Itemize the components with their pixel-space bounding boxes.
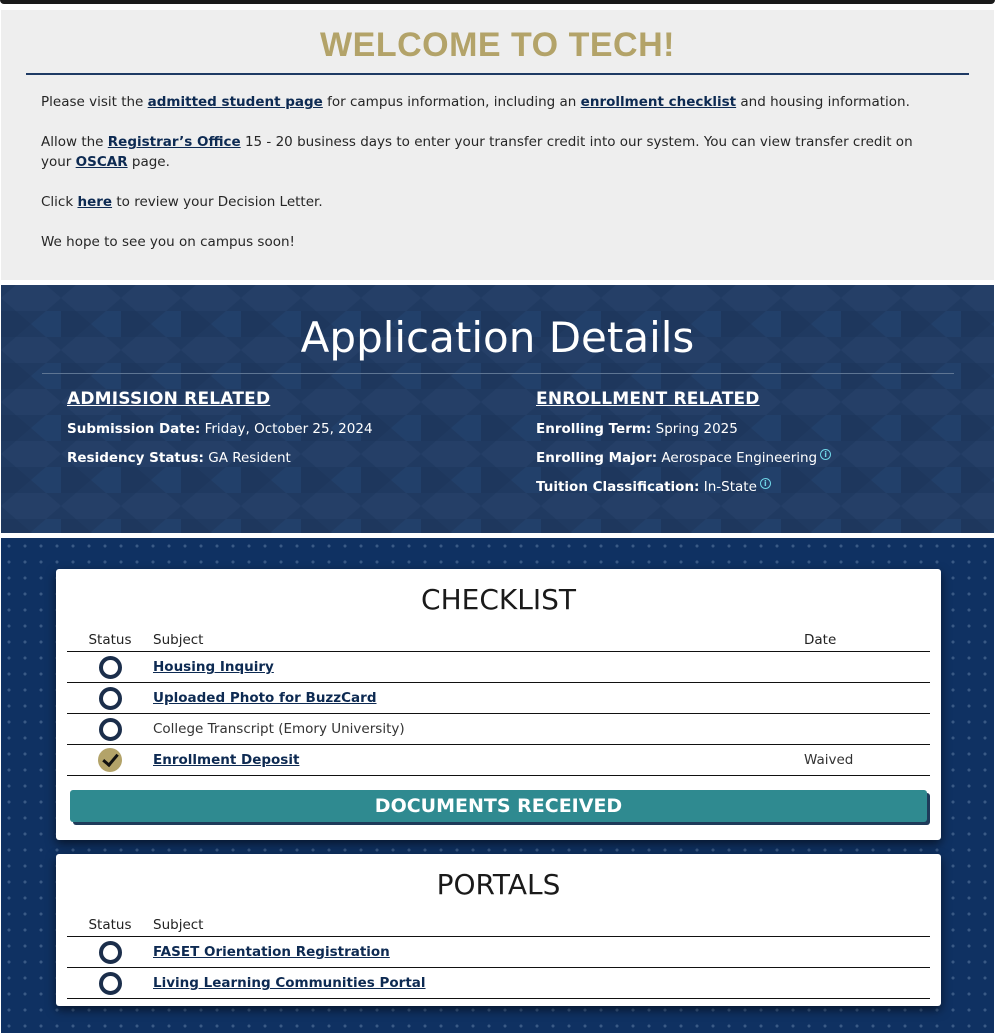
status-cell bbox=[67, 968, 153, 999]
decision-letter-link[interactable]: here bbox=[77, 194, 113, 210]
registrars-office-link[interactable]: Registrar’s Office bbox=[107, 134, 241, 150]
portals-table bbox=[67, 914, 930, 999]
status-cell bbox=[67, 683, 153, 714]
incomplete-circle-icon bbox=[99, 656, 122, 679]
portals-card bbox=[56, 854, 941, 1006]
table-row bbox=[67, 683, 930, 714]
checklist-header-row bbox=[67, 629, 930, 652]
welcome-paragraph-decision bbox=[41, 192, 941, 212]
incomplete-circle-icon bbox=[99, 687, 122, 710]
enrollment-related-column bbox=[536, 389, 831, 506]
residency-status-row bbox=[67, 448, 373, 477]
status-cell bbox=[67, 937, 153, 968]
incomplete-circle-icon bbox=[99, 718, 122, 741]
housing-inquiry-link[interactable]: Housing Inquiry bbox=[153, 659, 274, 675]
status-cell bbox=[67, 652, 153, 683]
subject-cell bbox=[153, 652, 804, 683]
faset-orientation-link[interactable]: FASET Orientation Registration bbox=[153, 944, 390, 960]
text: 15 - 20 business days to enter your transfer credit into our system. You can view transfer credit on your bbox=[41, 134, 913, 170]
enrollment-related-heading: ENROLLMENT RELATED bbox=[536, 389, 760, 409]
portals-title: PORTALS bbox=[436, 868, 561, 901]
portals-header-row bbox=[67, 914, 930, 937]
subject-cell bbox=[153, 683, 804, 714]
welcome-divider bbox=[26, 73, 969, 75]
details-divider bbox=[42, 373, 954, 374]
checklist-table bbox=[67, 629, 930, 776]
subject-column-header: Subject bbox=[153, 914, 930, 937]
value: Spring 2025 bbox=[651, 421, 738, 437]
application-details-title: Application Details bbox=[300, 313, 695, 362]
application-details-section bbox=[1, 285, 994, 533]
date-cell: Waived bbox=[804, 745, 930, 776]
value: GA Resident bbox=[203, 450, 291, 466]
incomplete-circle-icon bbox=[99, 941, 122, 964]
subject-cell bbox=[153, 745, 804, 776]
label: Residency Status: bbox=[67, 450, 204, 466]
status-cell bbox=[67, 745, 153, 776]
date-cell bbox=[804, 714, 930, 745]
table-row bbox=[67, 652, 930, 683]
label: Enrolling Term: bbox=[536, 421, 652, 437]
enrollment-checklist-link[interactable]: enrollment checklist bbox=[580, 94, 737, 110]
table-row bbox=[67, 714, 930, 745]
enrolling-major-row bbox=[536, 448, 831, 477]
welcome-paragraph-transfer bbox=[41, 132, 941, 172]
table-row bbox=[67, 745, 930, 776]
status-column-header: Status bbox=[67, 629, 153, 652]
checklist-title: CHECKLIST bbox=[421, 583, 576, 616]
documents-received-button[interactable]: DOCUMENTS RECEIVED bbox=[70, 790, 927, 822]
admission-related-heading: ADMISSION RELATED bbox=[67, 389, 271, 409]
welcome-section bbox=[1, 10, 994, 280]
text: and housing information. bbox=[736, 94, 910, 110]
subject-cell bbox=[153, 937, 930, 968]
value: Friday, October 25, 2024 bbox=[200, 421, 373, 437]
label: Enrolling Major: bbox=[536, 450, 658, 466]
welcome-title: WELCOME TO TECH! bbox=[320, 26, 675, 64]
hero-image-bottom-edge bbox=[0, 0, 995, 4]
admitted-student-page-link[interactable]: admitted student page bbox=[147, 94, 323, 110]
value: Aerospace Engineering bbox=[657, 450, 818, 466]
info-icon[interactable]: i bbox=[820, 449, 831, 460]
living-learning-communities-link[interactable]: Living Learning Communities Portal bbox=[153, 975, 426, 991]
submission-date-row bbox=[67, 419, 373, 448]
value: In-State bbox=[699, 479, 757, 495]
welcome-paragraph-admitted bbox=[41, 92, 941, 112]
text: for campus information, including an bbox=[322, 94, 581, 110]
text: to review your Decision Letter. bbox=[112, 194, 323, 210]
subject-column-header: Subject bbox=[153, 629, 804, 652]
date-cell bbox=[804, 683, 930, 714]
subject-cell bbox=[153, 968, 930, 999]
checklist-card bbox=[56, 569, 941, 840]
welcome-paragraph-closing: We hope to see you on campus soon! bbox=[41, 234, 295, 250]
date-cell bbox=[804, 652, 930, 683]
oscar-link[interactable]: OSCAR bbox=[75, 154, 128, 170]
label: Submission Date: bbox=[67, 421, 201, 437]
table-row bbox=[67, 968, 930, 999]
text: Allow the bbox=[41, 134, 108, 150]
text: Click bbox=[41, 194, 78, 210]
incomplete-circle-icon bbox=[99, 972, 122, 995]
text: page. bbox=[127, 154, 170, 170]
text: Please visit the bbox=[41, 94, 148, 110]
status-column-header: Status bbox=[67, 914, 153, 937]
date-column-header: Date bbox=[804, 629, 930, 652]
tuition-classification-row bbox=[536, 477, 831, 506]
admission-related-column bbox=[67, 389, 373, 477]
checkmark-icon bbox=[98, 748, 122, 772]
subject-cell: College Transcript (Emory University) bbox=[153, 714, 804, 745]
status-cell bbox=[67, 714, 153, 745]
buzzcard-photo-link[interactable]: Uploaded Photo for BuzzCard bbox=[153, 690, 377, 706]
info-icon[interactable]: i bbox=[760, 478, 771, 489]
checklist-portals-section bbox=[1, 538, 994, 1033]
enrollment-deposit-link[interactable]: Enrollment Deposit bbox=[153, 752, 300, 768]
table-row bbox=[67, 937, 930, 968]
enrolling-term-row bbox=[536, 419, 831, 448]
label: Tuition Classification: bbox=[536, 479, 700, 495]
